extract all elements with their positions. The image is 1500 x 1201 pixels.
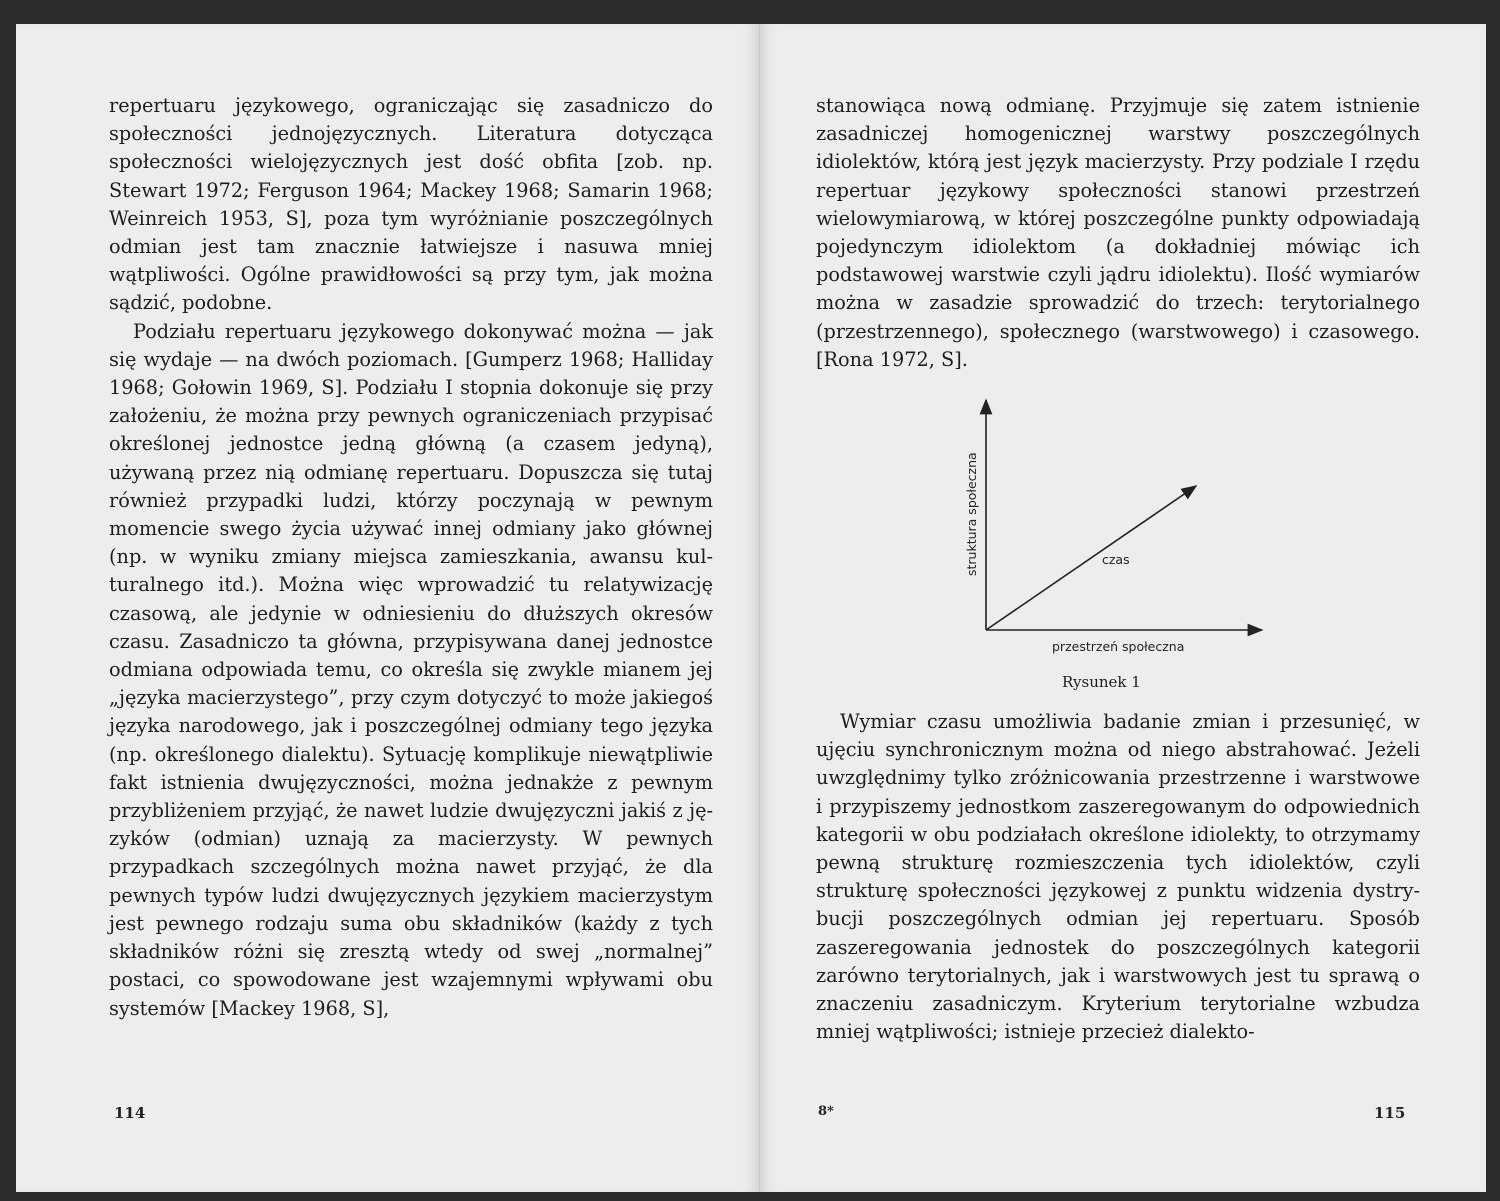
right-page — [760, 24, 1486, 1192]
time-axis-label: czas — [1102, 552, 1130, 567]
left-paragraph-2: Podziału repertuaru językowego dokonywać można — jak się wydaje — na dwóch poziomach. [Gumperz 1968; Halliday 1968; Gołowin 1969, S]. Podziału I stopnia dokonuje się przy założeniu, że można przy pewnych ograniczeniach przypisać określonej jednostce jedną główną (a czasem jedyną), używaną przez nią odmianę repertuaru. Dopuszcza się tutaj również przypadki ludzi, którzy poczynają w pewnym momencie swego życia używać innej odmiany jako głównej (np. w wyniku zmiany miejsca zamieszkania, awansu kulturalnego itd.). Można więc wprowadzić tu relatywizację czasową, ale jedynie w odniesieniu do dłuższych okresów czasu. Zasadniczo ta główna, przypisywana danej jednostce odmiana odpowiada temu, co określa się zwykle mianem jej „języka macierzystego”, przy czym dotyczyć to może jakiegoś języka narodowego, jak i poszczególnej odmiany tego języka (np. określonego dialektu). Sytuację komplikuje niewątpliwie fakt istnienia dwujęzyczności, można jednakże z pewnym przybliżeniem przyjąć, że nawet ludzie dwujęzyczni jakiś z języków (odmian) uznają za macierzysty. W pewnych przypadkach szczególnych można nawet przyjąć, że dla pewnych typów ludzi dwujęzycznych językiem macierzystym jest pewnego rodzaju suma obu składników (każdy z tych składników różni się zresztą wtedy od swej „normalnej” postaci, co spowodowane jest wzajemnymi wpływami obu systemów [Mackey 1968, S], — [109, 319, 713, 1020]
left-paragraph-1: repertuaru językowego, ograniczając się zasadniczo do społeczności jednojęzycznych. Literatura dotycząca społeczności wielojęzycznych jest dość obfita [zob. np. Stewart 1972; Ferguson 1964; Mackey 1968; Samarin 1968; Weinreich 1953, S], poza tym wyróżnianie poszczególnych odmian jest tam znacznie łatwiejsze i nasuwa mniej wątpliwości. Ogólne prawidłowości są przy tym, jak można sądzić, podobne. — [109, 94, 713, 315]
right-paragraph-bottom — [816, 708, 1420, 1046]
printer-signature: 8* — [818, 1104, 834, 1119]
figure-1-diagram — [760, 24, 1486, 724]
page-number-left: 114 — [114, 1104, 146, 1122]
x-axis-label: przestrzeń społeczna — [1052, 639, 1185, 654]
y-axis-label: struktura społeczna — [964, 452, 979, 576]
figure-caption: Rysunek 1 — [1062, 673, 1141, 691]
time-axis-arrow — [986, 486, 1196, 630]
page-number-right: 115 — [1374, 1104, 1406, 1122]
right-paragraph-1: stanowiąca nową odmianę. Przyjmuje się zatem istnienie zasadniczej homogenicznej warstwy poszczególnych idiolektów, którą jest język macierzysty. Przy podziale I rzędu repertuar językowy społeczności stanowi przestrzeń wielowymiarową, w której poszczególne punkty odpowiadają pojedynczym idiolektom (a dokładniej mówiąc ich podstawowej warstwie czyli jądru idiolektu). Ilość wymiarów można w zasadzie sprowadzić do trzech: terytorialnego (przestrzennego), społecznego (warstwowego) i czasowego. [Rona 1972, S]. — [816, 94, 1420, 371]
left-page-body — [109, 92, 713, 1023]
right-paragraph-2: Wymiar czasu umożliwia badanie zmian i przesunięć, w ujęciu synchronicznym można od niego abstrahować. Jeżeli uwzględnimy tylko zróżnicowania przestrzenne i warstwowe i przypiszemy jednostkom zaszeregowanym do odpowiednich kategorii w obu podziałach określone idiolekty, to otrzymamy pewną strukturę rozmieszczenia tych idiolektów, czyli strukturę społeczności językowej z punktu widzenia dystrybucji poszczególnych odmian jej repertuaru. Sposób zaszeregowania jednostek do poszczególnych kategorii zarówno terytorialnych, jak i warstwowych jest tu sprawą o znaczeniu zasadniczym. Kryterium terytorialne wzbudza mniej wątpliwości; istnieje przecież dialekto- — [816, 710, 1420, 1044]
left-page — [16, 24, 760, 1192]
